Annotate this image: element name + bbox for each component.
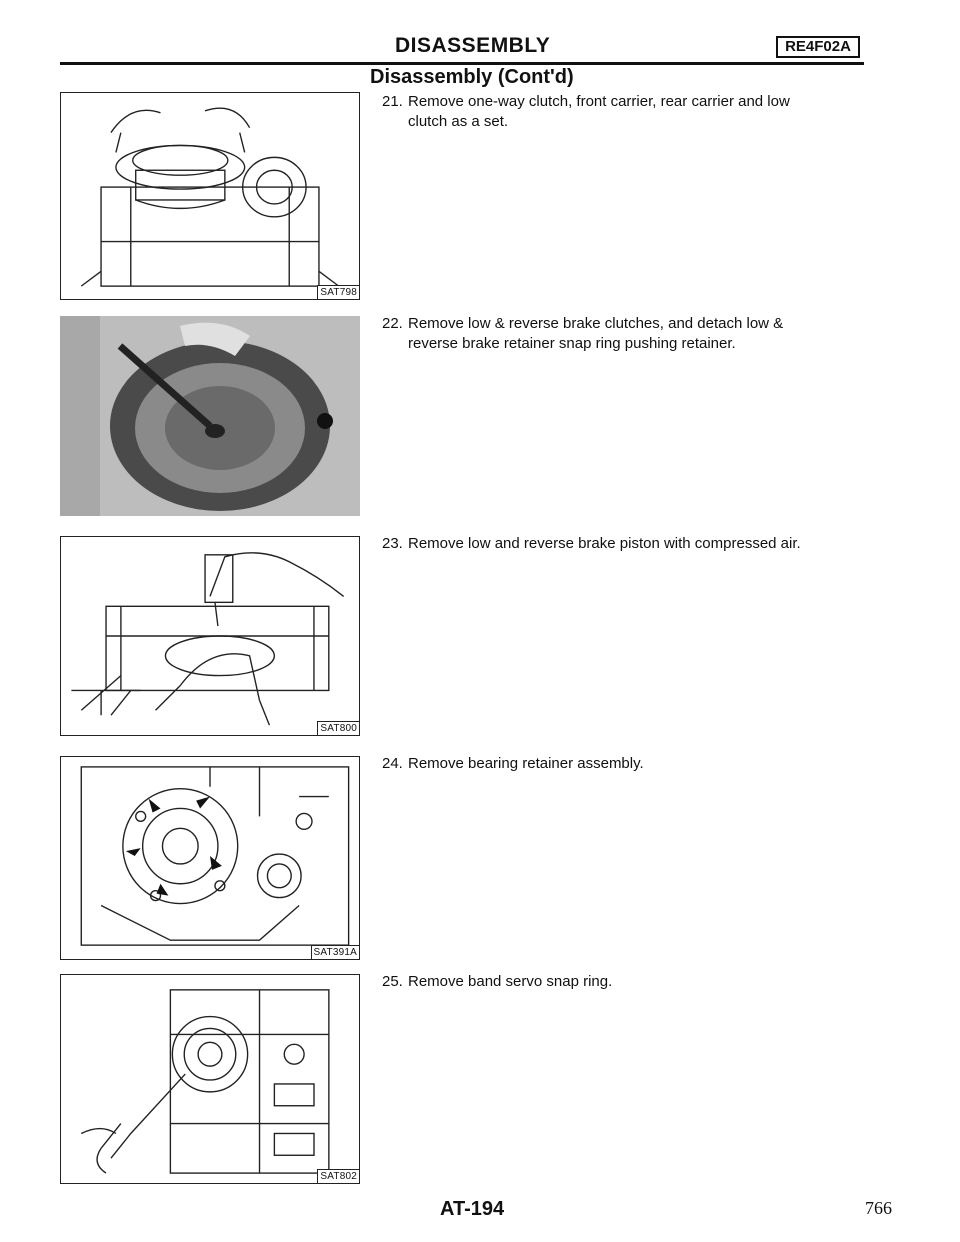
step-24 [382, 754, 872, 774]
model-code-badge: RE4F02A [776, 36, 860, 58]
bearing-retainer-illustration [61, 757, 359, 959]
step-text-line2: reverse brake retainer snap ring pushing retainer. [408, 335, 736, 352]
page-identifier: AT-194 [440, 1198, 505, 1220]
step-number: 23. [382, 535, 403, 552]
step-number: 24. [382, 755, 403, 772]
figure-brake-clutch-photo [60, 316, 360, 516]
step-21 [382, 92, 872, 132]
step-number: 22. [382, 315, 403, 332]
brake-clutch-photo [60, 316, 360, 516]
step-22 [382, 314, 872, 354]
step-text-line1: Remove low and reverse brake piston with compressed air. [408, 535, 801, 552]
figure-code: SAT800 [317, 721, 359, 735]
section-title: Disassembly (Cont'd) [370, 66, 574, 88]
header-divider [60, 62, 864, 65]
figure-code: SAT802 [317, 1169, 359, 1183]
step-23 [382, 534, 872, 554]
figure-clutch-set-removal [60, 92, 360, 300]
step-number: 25. [382, 973, 403, 990]
figure-bearing-retainer [60, 756, 360, 960]
page-number: 766 [865, 1198, 892, 1218]
figure-code: SAT391A [311, 945, 359, 959]
page-header-title: DISASSEMBLY [395, 34, 551, 57]
step-text-line1: Remove low & reverse brake clutches, and detach low & [408, 315, 784, 332]
step-text-line1: Remove one-way clutch, front carrier, rear carrier and low [408, 93, 790, 110]
figure-piston-removal [60, 536, 360, 736]
piston-removal-illustration [61, 537, 359, 735]
figure-code: SAT798 [317, 285, 359, 299]
step-25 [382, 972, 872, 992]
step-number: 21. [382, 93, 403, 110]
figure-band-servo [60, 974, 360, 1184]
step-text-line1: Remove band servo snap ring. [408, 973, 613, 990]
step-text-line1: Remove bearing retainer assembly. [408, 755, 644, 772]
step-text-line2: clutch as a set. [408, 113, 509, 130]
band-servo-illustration [61, 975, 359, 1183]
clutch-removal-illustration [61, 93, 359, 299]
